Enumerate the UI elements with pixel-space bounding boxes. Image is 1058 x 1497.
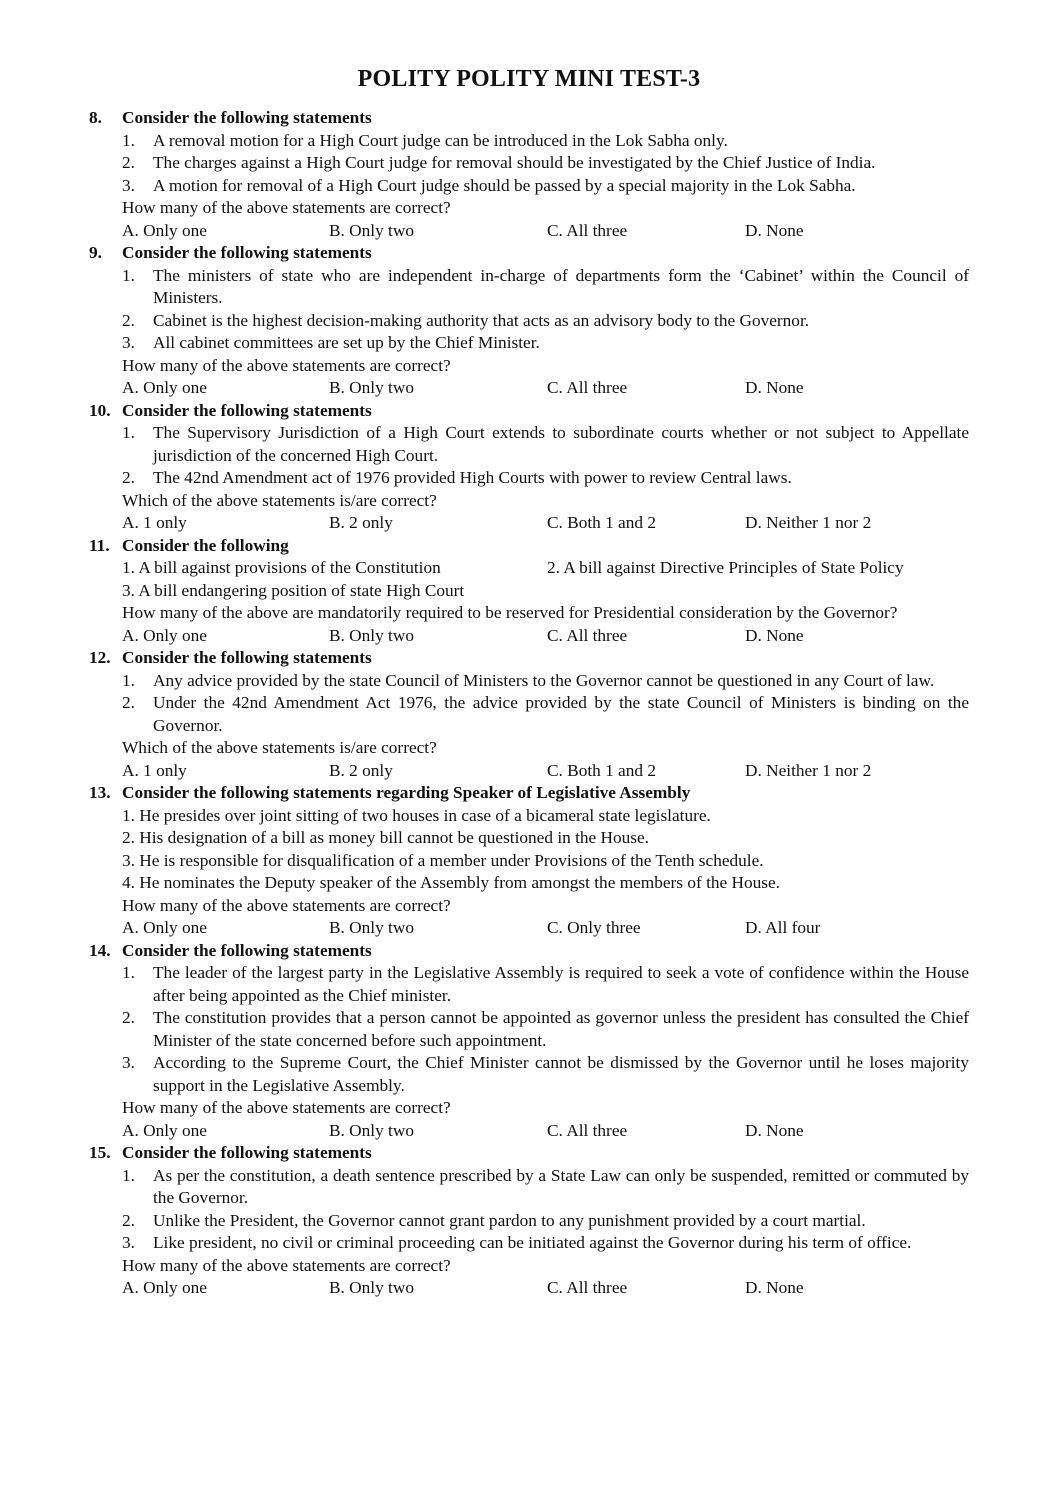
statement-text: Cabinet is the highest decision-making authority that acts as an advisory body to the Governor. <box>153 310 810 330</box>
answer-option: C. Both 1 and 2 <box>547 513 656 532</box>
statement <box>122 152 969 175</box>
question-heading <box>89 242 969 265</box>
question-prompt: Which of the above statements is/are correct? <box>122 738 437 757</box>
statement <box>122 175 969 198</box>
question-heading <box>89 1142 969 1165</box>
statement <box>122 467 969 490</box>
question-block <box>89 535 969 648</box>
answer-option: D. Neither 1 nor 2 <box>745 760 872 780</box>
question-heading <box>89 782 969 805</box>
statement <box>122 332 969 355</box>
question-heading-text: Consider the following statements <box>122 243 372 262</box>
statement-text: Under the 42nd Amendment Act 1976, the advice provided by the state Council of Ministers is binding on the Governor. <box>153 693 969 735</box>
statement-text: The leader of the largest party in the Legislative Assembly is required to seek a vote of confidence within the House after being appointed as the Chief minister. <box>153 963 969 1005</box>
question-heading-text: Consider the following statements <box>122 400 372 420</box>
statement-text: According to the Supreme Court, the Chief Minister cannot be dismissed by the Governor until he loses majority support in the Legislative Assembly. <box>153 1053 969 1095</box>
statement-number: 3. <box>122 333 135 352</box>
answer-option: B. Only two <box>329 1278 414 1297</box>
answer-options <box>122 1277 969 1300</box>
question-prompt: How many of the above statements are correct? <box>122 1255 451 1275</box>
answer-option: D. Neither 1 nor 2 <box>745 513 872 532</box>
question-heading-text: Consider the following statements <box>122 940 372 960</box>
question-number: 10. <box>89 400 111 420</box>
statement-number: 2. <box>122 1210 135 1230</box>
answer-option: C. All three <box>547 1278 628 1297</box>
question-prompt: How many of the above statements are correct? <box>122 1098 451 1117</box>
question-prompt: How many of the above statements are correct? <box>122 895 451 915</box>
statement: 4. He nominates the Deputy speaker of the Assembly from amongst the members of the House. <box>122 873 780 892</box>
question-heading-text: Consider the following statements <box>122 108 372 127</box>
statement-text: The constitution provides that a person cannot be appointed as governor unless the president has consulted the Chief Minister of the state concerned before such appointment. <box>153 1008 969 1050</box>
statement-text: Any advice provided by the state Council of Ministers to the Governor cannot be questioned in any Court of law. <box>153 670 935 690</box>
question-prompt: How many of the above are mandatorily required to be reserved for Presidential consideration by the Governor? <box>122 603 898 622</box>
statement-row <box>122 557 969 580</box>
answer-option: C. All three <box>547 1120 628 1140</box>
answer-option: B. Only two <box>329 918 414 937</box>
statement-number: 3. <box>122 175 135 195</box>
answer-option: C. Both 1 and 2 <box>547 760 656 780</box>
answer-option: A. Only one <box>122 1120 207 1140</box>
answer-option: B. Only two <box>329 220 414 240</box>
statement-number: 1. <box>122 423 135 442</box>
answer-option: D. None <box>745 378 804 397</box>
answer-option: B. Only two <box>329 1120 414 1140</box>
answer-option: B. 2 only <box>329 513 393 532</box>
statement <box>122 422 969 467</box>
answer-option: B. Only two <box>329 378 414 397</box>
statement <box>122 1165 969 1210</box>
statement <box>122 310 969 333</box>
answer-option: A. Only one <box>122 378 207 397</box>
answer-options <box>122 512 969 535</box>
statement-number: 2. <box>122 468 135 487</box>
statement-number: 1. <box>122 670 135 690</box>
question-block <box>89 647 969 782</box>
answer-options <box>122 377 969 400</box>
answer-option: D. None <box>745 1278 804 1297</box>
statement-text: The ministers of state who are independent in-charge of departments form the ‘Cabinet’ within the Council of Ministers. <box>153 265 969 307</box>
answer-option: C. All three <box>547 378 628 397</box>
question-number: 9. <box>89 243 102 262</box>
statement-text: As per the constitution, a death sentence prescribed by a State Law can only be suspended, remitted or commuted by the Governor. <box>153 1165 969 1207</box>
answer-option: D. All four <box>745 918 821 937</box>
statement: 1. A bill against provisions of the Constitution <box>122 558 441 577</box>
question-heading <box>89 647 969 670</box>
question-heading <box>89 940 969 963</box>
statement-text: Like president, no civil or criminal proceeding can be initiated against the Governor during his term of office. <box>153 1233 912 1252</box>
statement <box>122 962 969 1007</box>
statement-number: 1. <box>122 130 135 150</box>
question-prompt: Which of the above statements is/are correct? <box>122 490 437 510</box>
answer-option: C. All three <box>547 220 628 240</box>
statement-text: The Supervisory Jurisdiction of a High Court extends to subordinate courts whether or not subject to Appellate jurisdiction of the concerned High Court. <box>153 423 969 465</box>
answer-option: B. 2 only <box>329 760 393 780</box>
question-number: 11. <box>89 535 110 555</box>
statement-number: 1. <box>122 265 135 285</box>
question-prompt: How many of the above statements are correct? <box>122 198 451 217</box>
answer-option: A. 1 only <box>122 513 187 532</box>
statement: 3. He is responsible for disqualification of a member under Provisions of the Tenth schedule. <box>122 850 764 870</box>
statement-text: A removal motion for a High Court judge can be introduced in the Lok Sabha only. <box>153 130 728 150</box>
question-heading-text: Consider the following statements <box>122 648 372 667</box>
answer-option: B. Only two <box>329 625 414 645</box>
statement-number: 2. <box>122 153 135 172</box>
question-heading <box>89 400 969 423</box>
answer-option: A. Only one <box>122 918 207 937</box>
question-number: 14. <box>89 940 111 960</box>
statement-number: 3. <box>122 1233 135 1252</box>
answer-option: A. Only one <box>122 1278 207 1297</box>
question-block <box>89 107 969 242</box>
statement: 1. He presides over joint sitting of two houses in case of a bicameral state legislature. <box>122 805 711 825</box>
statement <box>122 130 969 153</box>
question-heading-text: Consider the following statements <box>122 1143 372 1162</box>
statement-number: 1. <box>122 1165 135 1185</box>
question-number: 8. <box>89 108 102 127</box>
question-block <box>89 242 969 400</box>
statement-text: Unlike the President, the Governor cannot grant pardon to any punishment provided by a court martial. <box>153 1210 866 1230</box>
question-heading <box>89 107 969 130</box>
statement-number: 2. <box>122 310 135 330</box>
statement: 3. A bill endangering position of state High Court <box>122 580 465 600</box>
answer-options <box>122 917 969 940</box>
statement: 2. His designation of a bill as money bill cannot be questioned in the House. <box>122 828 649 847</box>
statement <box>122 670 969 693</box>
statement-number: 1. <box>122 963 135 982</box>
statement-number: 2. <box>122 693 135 712</box>
statement <box>122 692 969 737</box>
answer-option: D. None <box>745 220 804 240</box>
statement <box>122 265 969 310</box>
question-prompt: How many of the above statements are correct? <box>122 355 451 375</box>
statement <box>122 1232 969 1255</box>
question-number: 12. <box>89 648 111 667</box>
question-heading <box>89 535 969 558</box>
statement-text: All cabinet committees are set up by the Chief Minister. <box>153 333 540 352</box>
answer-option: A. Only one <box>122 625 207 645</box>
question-list <box>89 107 969 1300</box>
answer-options <box>122 760 969 783</box>
question-heading-text: Consider the following statements regarding Speaker of Legislative Assembly <box>122 783 691 802</box>
question-block <box>89 782 969 940</box>
page-title: POLITY POLITY MINI TEST-3 <box>357 66 701 92</box>
statement-number: 3. <box>122 1053 135 1072</box>
question-block <box>89 1142 969 1300</box>
answer-options <box>122 625 969 648</box>
answer-options <box>122 220 969 243</box>
answer-option: D. None <box>745 625 804 645</box>
statement <box>122 1007 969 1052</box>
statement: 2. A bill against Directive Principles of State Policy <box>547 558 904 577</box>
statement-number: 2. <box>122 1008 135 1027</box>
statement-text: The 42nd Amendment act of 1976 provided High Courts with power to review Central laws. <box>153 468 792 487</box>
statement <box>122 1210 969 1233</box>
question-number: 13. <box>89 783 111 802</box>
question-heading-text: Consider the following <box>122 535 289 555</box>
question-block <box>89 400 969 535</box>
answer-option: A. Only one <box>122 220 207 240</box>
statement-text: A motion for removal of a High Court judge should be passed by a special majority in the Lok Sabha. <box>153 175 856 195</box>
statement-text: The charges against a High Court judge for removal should be investigated by the Chief Justice of India. <box>153 153 876 172</box>
answer-option: C. All three <box>547 625 628 645</box>
question-number: 15. <box>89 1143 111 1162</box>
answer-option: D. None <box>745 1120 804 1140</box>
statement <box>122 1052 969 1097</box>
answer-option: A. 1 only <box>122 760 187 780</box>
answer-option: C. Only three <box>547 918 641 937</box>
question-block <box>89 940 969 1143</box>
answer-options <box>122 1120 969 1143</box>
